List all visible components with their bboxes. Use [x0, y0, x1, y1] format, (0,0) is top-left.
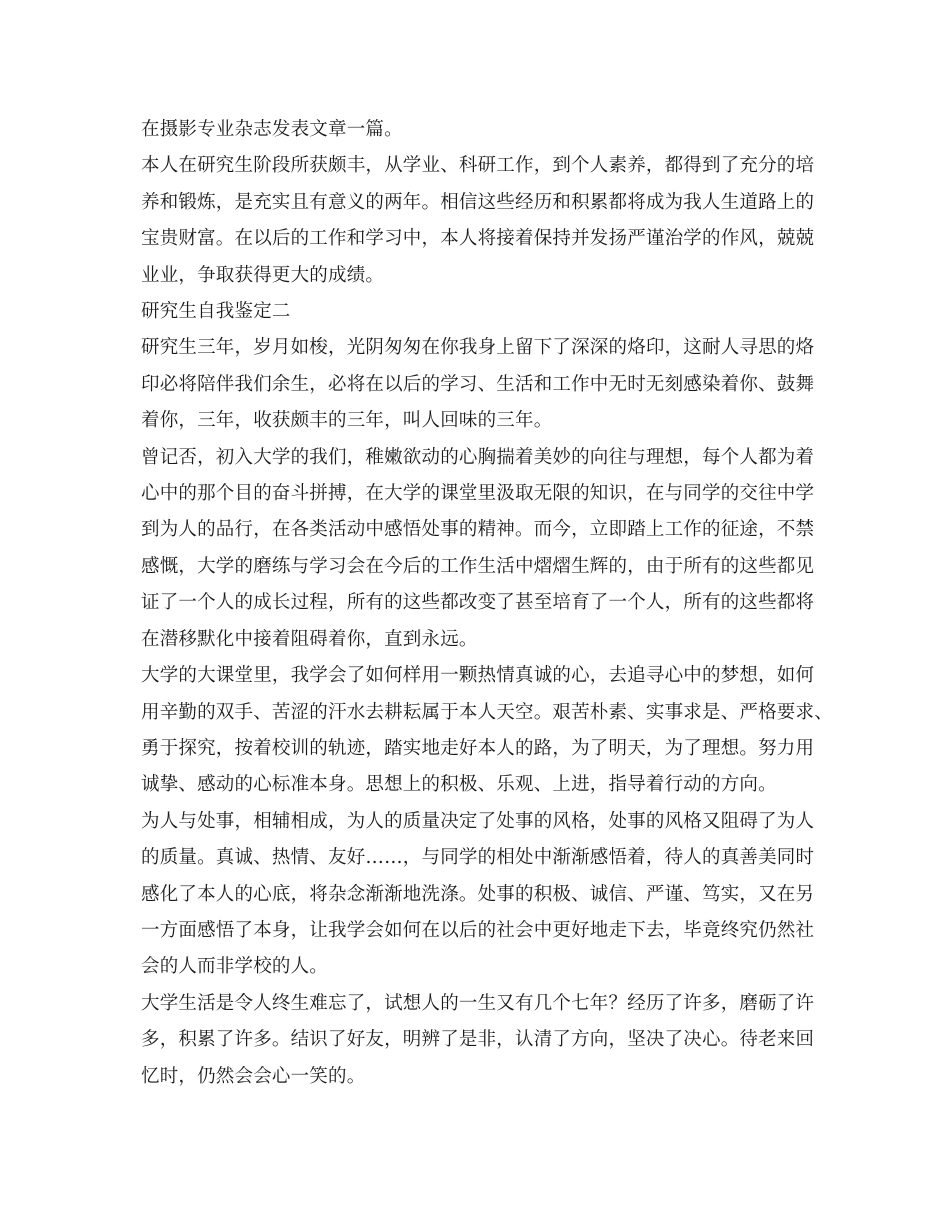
text-line: 宝贵财富。在以后的工作和学习中，本人将接着保持并发扬严谨治学的作风，兢兢 — [141, 228, 815, 250]
text-line: 在潜移默化中接着阻碍着你，直到永远。 — [141, 628, 478, 650]
text-line: 在摄影专业杂志发表文章一篇。 — [141, 119, 403, 140]
document-body — [141, 112, 833, 1095]
paragraph — [141, 986, 821, 1095]
paragraph — [141, 330, 821, 439]
text-line: 印必将陪伴我们余生，必将在以后的学习、生活和工作中无时无刻感染着你、鼓舞 — [141, 373, 815, 395]
text-line: 用辛勤的双手、苦涩的汗水去耕耘属于本人天空。艰苦朴素、实事求是、严格要求、 — [141, 701, 833, 723]
paragraph — [141, 804, 821, 986]
text-line: 本人在研究生阶段所获颇丰，从学业、科研工作，到个人素养，都得到了充分的培 — [141, 155, 815, 177]
text-line: 业业，争取获得更大的成绩。 — [141, 264, 385, 286]
text-line: 研究生自我鉴定二 — [141, 301, 291, 323]
text-line: 到为人的品行，在各类活动中感悟处事的精神。而今，立即踏上工作的征途，不禁 — [141, 519, 815, 541]
text-line: 证了一个人的成长过程，所有的这些都改变了甚至培育了一个人，所有的这些都将 — [141, 592, 815, 614]
text-line: 曾记否，初入大学的我们，稚嫩欲动的心胸揣着美妙的向往与理想，每个人都为着 — [141, 446, 815, 468]
text-line: 研究生三年，岁月如梭，光阴匆匆在你我身上留下了深深的烙印，这耐人寻思的烙 — [141, 337, 815, 359]
text-line: 大学生活是令人终生难忘了，试想人的一生又有几个七年？经历了许多，磨砺了许 — [141, 992, 815, 1014]
text-line: 诚挚、感动的心标准本身。思想上的积极、乐观、上进，指导着行动的方向。 — [141, 774, 777, 796]
text-line: 着你，三年，收获颇丰的三年，叫人回味的三年。 — [141, 410, 553, 432]
section-heading — [141, 294, 821, 330]
text-line: 一方面感悟了本身，让我学会如何在以后的社会中更好地走下去，毕竟终究仍然社 — [141, 919, 815, 941]
paragraph — [141, 148, 821, 294]
text-line: 大学的大课堂里，我学会了如何样用一颗热情真诚的心，去追寻心中的梦想，如何 — [141, 665, 815, 687]
text-line: 为人与处事，相辅相成，为人的质量决定了处事的风格，处事的风格又阻碍了为人 — [141, 810, 815, 832]
text-line: 忆时，仍然会会心一笑的。 — [141, 1065, 366, 1087]
paragraph — [141, 112, 821, 148]
text-line: 养和锻炼，是充实且有意义的两年。相信这些经历和积累都将成为我人生道路上的 — [141, 191, 815, 213]
text-line: 会的人而非学校的人。 — [141, 956, 329, 978]
text-line: 勇于探究，按着校训的轨迹，踏实地走好本人的路，为了明天，为了理想。努力用 — [141, 737, 815, 759]
text-line: 心中的那个目的奋斗拼搏，在大学的课堂里汲取无限的知识，在与同学的交往中学 — [141, 483, 815, 505]
text-line: 的质量。真诚、热情、友好……，与同学的相处中渐渐感悟着，待人的真善美同时 — [141, 847, 815, 869]
text-line: 感化了本人的心底，将杂念渐渐地洗涤。处事的积极、诚信、严谨、笃实，又在另 — [141, 883, 815, 905]
paragraph — [141, 440, 821, 658]
paragraph — [141, 658, 833, 804]
text-line: 感慨，大学的磨练与学习会在今后的工作生活中熠熠生辉的，由于所有的这些都见 — [141, 555, 815, 577]
text-line: 多，积累了许多。结识了好友，明辨了是非，认清了方向，坚决了决心。待老来回 — [141, 1029, 815, 1051]
